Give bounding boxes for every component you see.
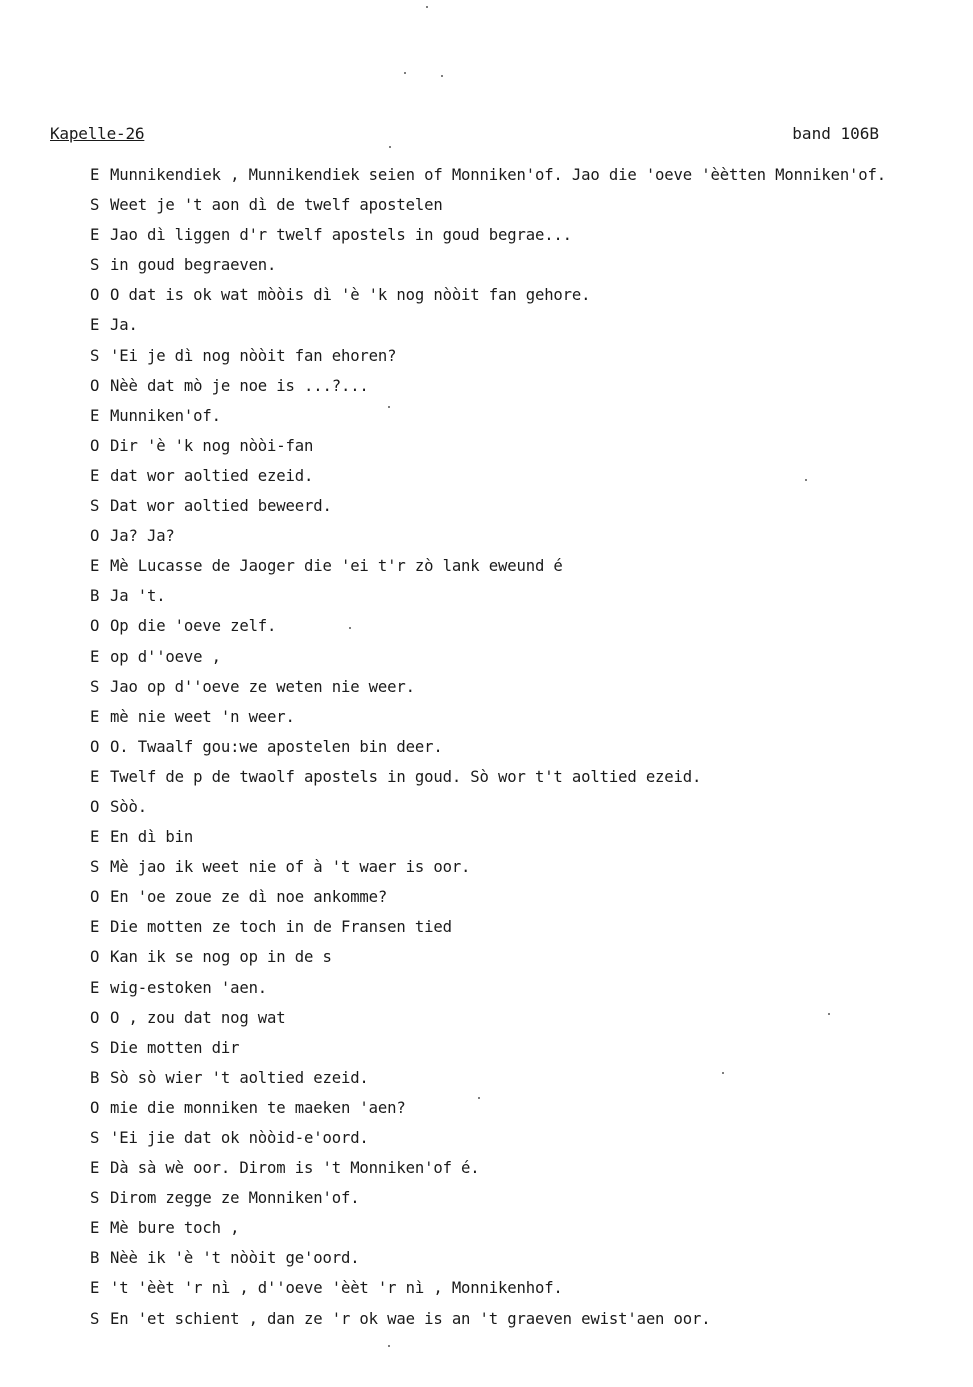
speaker-code: E [90,316,100,335]
scan-speck [722,1072,724,1074]
speech-text: op d''oeve , [110,647,221,666]
speaker-code: S [90,1189,100,1208]
speech-text: 'Ei je dì nog nòòit fan ehoren? [110,346,397,365]
transcript-line [90,1067,970,1097]
transcript-line [90,946,970,976]
transcript [90,164,970,1338]
speech-text: 't 'èèt 'r nì , d''oeve 'èèt 'r nì , Monnikenhof. [110,1279,563,1298]
speaker-code: E [90,1159,100,1178]
transcript-line [90,856,970,886]
transcript-line [90,435,970,465]
speaker-code: S [90,497,100,516]
speaker-code: E [90,1219,100,1238]
speaker-code: E [90,707,100,726]
speech-text: Nèè dat mò je noe is ...?... [110,376,369,395]
speaker-code: O [90,888,100,907]
speaker-code: S [90,256,100,275]
speech-text: O , zou dat nog wat [110,1008,286,1027]
transcript-line [90,1097,970,1127]
transcript-line [90,465,970,495]
speaker-code: E [90,828,100,847]
speaker-code: E [90,1279,100,1298]
speech-text: Die motten dir [110,1038,240,1057]
transcript-line [90,706,970,736]
speaker-code: E [90,226,100,245]
speech-text: En dì bin [110,828,194,847]
speech-text: Op die 'oeve zelf. [110,617,277,636]
speaker-code: E [90,767,100,786]
transcript-line [90,525,970,555]
speaker-code: O [90,1098,100,1117]
scan-speck [828,1013,830,1015]
speaker-code: B [90,1068,100,1087]
speech-text: En 'et schient , dan ze 'r ok wae is an 't graeven ewist'aen oor. [110,1309,711,1328]
transcript-line [90,977,970,1007]
speech-text: Jao dì liggen d'r twelf apostels in goud begrae... [110,226,572,245]
speech-text: Sò sò wier 't aoltied ezeid. [110,1068,369,1087]
speech-text: Die motten ze toch in de Fransen tied [110,918,452,937]
speaker-code: O [90,436,100,455]
transcript-line [90,766,970,796]
scan-speck [349,627,351,629]
transcript-line [90,736,970,766]
speaker-code: E [90,406,100,425]
transcript-line [90,1277,970,1307]
scan-speck [478,1097,480,1099]
transcript-line [90,796,970,826]
speech-text: Dat wor aoltied beweerd. [110,497,332,516]
scan-speck [805,479,807,481]
transcript-line [90,1187,970,1217]
speaker-code: E [90,166,100,184]
speaker-code: S [90,1038,100,1057]
transcript-line [90,886,970,916]
speaker-code: O [90,797,100,816]
speaker-code: E [90,647,100,666]
transcript-line [90,345,970,375]
speaker-code: B [90,1249,100,1268]
speech-text: dat wor aoltied ezeid. [110,466,314,485]
speech-text: Ja. [110,316,138,335]
transcript-line [90,1308,970,1338]
scan-speck [441,75,443,77]
document-title: Kapelle-26 [50,124,145,143]
speech-text: mè nie weet 'n weer. [110,707,295,726]
speaker-code: B [90,587,100,606]
speech-text: O. Twaalf gou:we apostelen bin deer. [110,737,443,756]
speaker-code: S [90,677,100,696]
transcript-line [90,1157,970,1187]
transcript-line [90,646,970,676]
speech-text: wig-estoken 'aen. [110,978,268,997]
transcript-line [90,405,970,435]
speech-text: En 'oe zoue ze dì noe ankomme? [110,888,388,907]
transcript-line [90,254,970,284]
speech-text: Weet je 't aon dì de twelf apostelen [110,196,443,215]
transcript-line [90,585,970,615]
scan-speck [426,6,428,8]
speech-text: Jao op d''oeve ze weten nie weer. [110,677,415,696]
speaker-code: E [90,466,100,485]
transcript-line [90,375,970,405]
speech-text: Dirom zegge ze Monniken'of. [110,1189,360,1208]
speaker-code: O [90,1008,100,1027]
scan-speck [404,72,406,74]
speaker-code: O [90,737,100,756]
speech-text: Nèè ik 'è 't nòòit ge'oord. [110,1249,360,1268]
transcript-line [90,495,970,525]
transcript-line [90,916,970,946]
speaker-code: O [90,286,100,305]
speech-text: Sòò. [110,797,147,816]
speech-text: Munnikendiek , Munnikendiek seien of Monniken'of. Jao die 'oeve 'èètten Monniken'of. [110,166,887,184]
speech-text: Ja 't. [110,587,166,606]
transcript-line [90,615,970,645]
speech-text: Twelf de p de twaolf apostels in goud. Sò wor t't aoltied ezeid. [110,767,702,786]
speech-text: Kan ik se nog op in de s [110,948,332,967]
transcript-line [90,194,970,224]
speaker-code: O [90,376,100,395]
speaker-code: S [90,1129,100,1147]
speech-text: Ja? Ja? [110,527,175,546]
speech-text: O dat is ok wat mòòis dì 'è 'k nog nòòit fan gehore. [110,286,591,305]
speaker-code: S [90,196,100,215]
transcript-line [90,224,970,254]
speaker-code: S [90,346,100,365]
speaker-code: O [90,527,100,546]
transcript-line [90,314,970,344]
speaker-code: S [90,1309,100,1328]
speech-text: 'Ei jie dat ok nòòid-e'oord. [110,1129,369,1147]
speech-text: Munniken'of. [110,406,221,425]
transcript-line [90,1247,970,1277]
scan-speck [388,1345,390,1347]
speaker-code: E [90,978,100,997]
speech-text: in goud begraeven. [110,256,277,275]
speech-text: mie die monniken te maeken 'aen? [110,1098,406,1117]
transcript-line [90,555,970,585]
scan-speck [388,406,390,408]
speech-text: Mè jao ik weet nie of à 't waer is oor. [110,858,471,877]
speaker-code: E [90,557,100,576]
tape-label: band 106B [792,124,879,143]
transcript-line [90,164,970,194]
speech-text: Mè Lucasse de Jaoger die 'ei t'r zò lank eweund é [110,557,563,576]
transcript-line [90,1037,970,1067]
transcript-line [90,1127,970,1157]
scan-speck [389,146,391,148]
transcript-line [90,284,970,314]
speaker-code: O [90,948,100,967]
transcript-line [90,676,970,706]
speech-text: Dà sà wè oor. Dirom is 't Monniken'of é. [110,1159,480,1178]
transcript-line [90,1217,970,1247]
speech-text: Mè bure toch , [110,1219,240,1238]
speech-text: Dir 'è 'k nog nòòi-fan [110,436,314,455]
transcript-line [90,826,970,856]
speaker-code: O [90,617,100,636]
speaker-code: E [90,918,100,937]
transcript-line [90,1007,970,1037]
speaker-code: S [90,858,100,877]
